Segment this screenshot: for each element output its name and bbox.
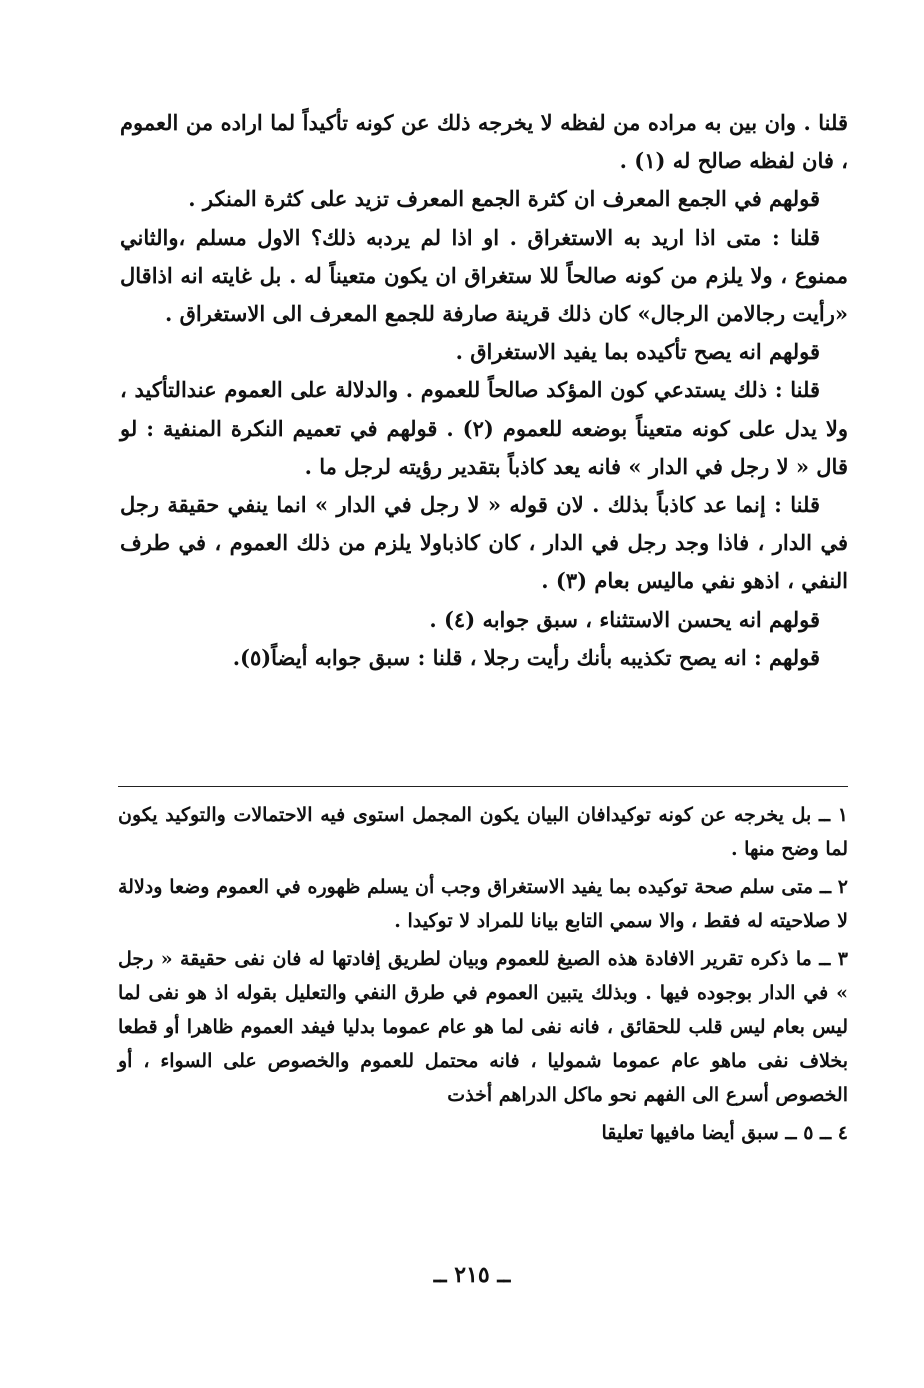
body-paragraph-6: قلنا : إنما عد كاذباً بذلك . لان قوله « لا رجل في الدار » انما ينفي حقيقة رجل في الدار ، فاذا وجد رجل في الدار ، كان كاذباولا يلزم من ذلك العموم ، في طرف النفي ، اذهو نفي ماليس بعام (٣) .	[120, 492, 848, 594]
body-paragraph-8: قولهم : انه يصح تكذيبه بأنك رأيت رجلا ، قلنا : سبق جوابه أيضاً(٥).	[232, 644, 820, 670]
main-text-block	[120, 104, 848, 677]
body-paragraph-5: قلنا : ذلك يستدعي كون المؤكد صالحاً للعموم . والدلالة على العموم عندالتأكيد ، ولا يدل على كونه متعيناً بوضعه للعموم (٢) . قولهم في تعميم النكرة المنفية : لو قال « لا رجل في الدار » فانه يعد كاذباً بتقدير رؤيته لرجل ما .	[120, 377, 848, 479]
footnote-3: ٣ ــ ما ذكره تقرير الافادة هذه الصيغ للعموم وبيان لطريق إفادتها له فان نفى حقيقة « رجل » في الدار بوجوده فيها . وبذلك يتبين العموم في طرق النفي والتعليل بقوله اذ هو نفى لما ليس بعام ليس قلب للحقائق ، فانه نفى لما هو عام عموما بدليا فيفد العموم ظاهرا أو قطعا بخلاف نفى ماهو عام عموما شموليا ، فانه محتمل للعموم والخصوص على السواء ، أو الخصوص أسرع الى الفهم نحو ماكل الدراهم أخذت	[118, 948, 848, 1106]
body-paragraph-2: قولهم في الجمع المعرف ان كثرة الجمع المعرف تزيد على كثرة المنكر .	[188, 186, 820, 212]
body-paragraph-1: قلنا . وان بين به مراده من لفظه لا يخرجه ذلك عن كونه تأكيداً لما اراده من العموم ، فان لفظه صالح له (١) .	[120, 110, 848, 174]
page-number: ــ ٢١٥ ــ	[433, 1262, 511, 1288]
body-paragraph-7: قولهم انه يحسن الاستثناء ، سبق جوابه (٤) .	[429, 606, 820, 632]
footnote-divider	[118, 786, 848, 787]
body-paragraph-4: قولهم انه يصح تأكيده بما يفيد الاستغراق .	[455, 339, 820, 365]
body-paragraph-3: قلنا : متى اذا اريد به الاستغراق . او اذا لم يردبه ذلك؟ الاول مسلم ،والثاني ممنوع ، ولا يلزم من كونه صالحاً للا ستغراق ان يكون متعيناً له . بل غايته انه اذاقال «رأيت رجالامن الرجال» كان ذلك قرينة صارفة للجمع المعرف الى الاستغراق .	[120, 224, 848, 327]
footnote-1: ١ ــ بل يخرجه عن كونه توكيدافان البيان يكون المجمل استوى فيه الاحتمالات والتوكيد يكون لما وضح منها .	[118, 804, 848, 860]
footnote-2: ٢ ــ متى سلم صحة توكيده بما يفيد الاستغراق وجب أن يسلم ظهوره في العموم وضعا ودلالة لا صلاحيته له فقط ، والا سمي التابع بيانا للمراد لا توكيدا .	[118, 876, 848, 932]
footnote-4-5: ٤ ــ ٥ ــ سبق أيضا مافيها تعليقا	[601, 1122, 848, 1144]
footnotes-block	[118, 798, 848, 1154]
